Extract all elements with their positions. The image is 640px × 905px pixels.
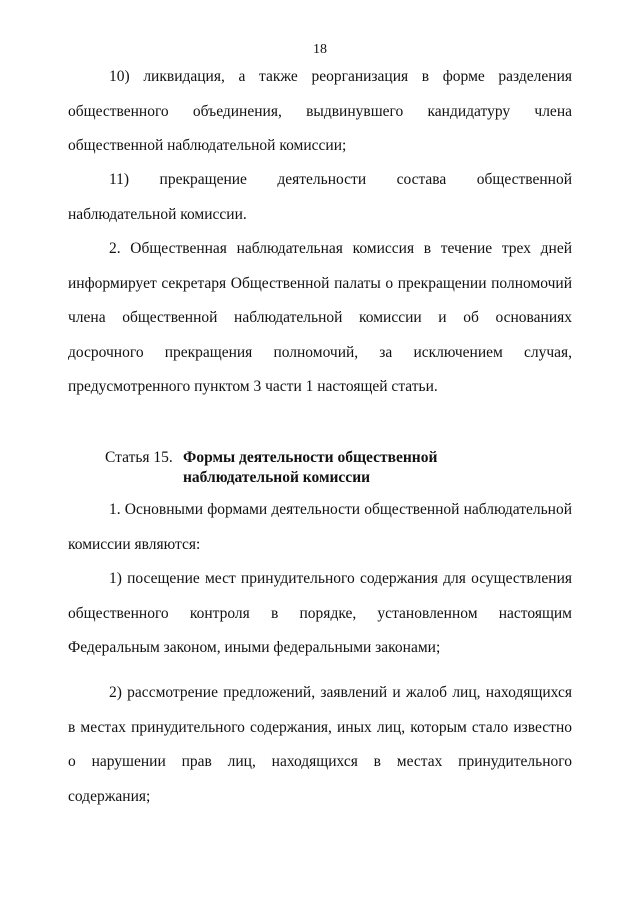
- paragraph-form-item-1: 1) посещение мест принудительного содержания для осуществления общественного контроля в порядке, установленном настоящим Федеральным законом, иными федеральными законами;: [68, 570, 572, 656]
- article-heading: [105, 448, 483, 488]
- paragraph-form-item-2: 2) рассмотрение предложений, заявлений и жалоб лиц, находящихся в местах принудительного содержания, иных лиц, которым стало известно о нарушении прав лиц, находящихся в местах принудительного содержания;: [68, 684, 572, 805]
- paragraph-section-2: 2. Общественная наблюдательная комиссия в течение трех дней информирует секретаря Общественной палаты о прекращении полномочий члена общественной наблюдательной комиссии и об основаниях досрочного прекращения полномочий, за исключением случая, предусмотренного пунктом 3 части 1 настоящей статьи.: [68, 240, 572, 395]
- article-title: Формы деятельности общественной наблюдательной комиссии: [183, 449, 438, 486]
- article-number: Статья 15.: [105, 449, 173, 466]
- page-number: 18: [313, 42, 327, 57]
- paragraph-forms-intro: 1. Основными формами деятельности общественной наблюдательной комиссии являются:: [68, 501, 572, 553]
- paragraph-item-10: 10) ликвидация, а также реорганизация в форме разделения общественного объединения, выдвинувшего кандидатуру члена общественной наблюдательной комиссии;: [68, 68, 572, 154]
- paragraph-item-11: 11) прекращение деятельности состава общественной наблюдательной комиссии.: [68, 171, 572, 223]
